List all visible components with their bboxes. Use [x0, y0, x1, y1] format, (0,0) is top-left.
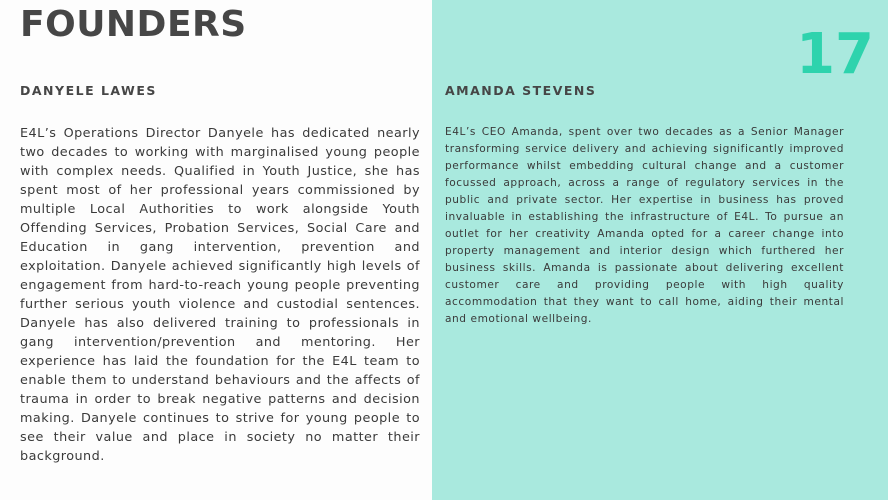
- founder-bio-amanda: E4L’s CEO Amanda, spent over two decades as a Senior Manager transforming service delivery and achieving significantly improved performance whilst embedding cultural change and a customer focussed approach, across a range of regulatory services in the public and private sector. Her expertise in business has proved invaluable in establishing the infrastructure of E4L. To pursue an outlet for her creativity Amanda opted for a career change into property management and interior design which furthered her business skills. Amanda is passionate about delivering excellent customer care and providing people with high quality accommodation that they want to call home, aiding their mental and emotional wellbeing.: [445, 126, 844, 325]
- founder-bio-danyele: E4L’s Operations Director Danyele has dedicated nearly two decades to working with marginalised young people with complex needs. Qualified in Youth Justice, she has spent most of her professional years commissioned by multiple Local Authorities to work alongside Youth Offending Services, Probation Services, Social Care and Education in gang intervention, prevention and exploitation. Danyele achieved significantly high levels of engagement from hard-to-reach young people preventing further serious youth violence and custodial sentences. Danyele has also delivered training to professionals in gang intervention/prevention and mentoring. Her experience has laid the foundation for the E4L team to enable them to understand behaviours and the affects of trauma in order to break negative patterns and decision making. Danyele continues to strive for young people to see their value and place in society no matter their background.: [20, 126, 420, 464]
- right-panel: [432, 0, 888, 500]
- founder-name-danyele: DANYELE LAWES: [20, 83, 157, 98]
- left-panel: [0, 0, 432, 500]
- page-number: 17: [796, 22, 874, 87]
- founder-name-amanda: AMANDA STEVENS: [445, 83, 597, 98]
- page-title: FOUNDERS: [20, 4, 247, 45]
